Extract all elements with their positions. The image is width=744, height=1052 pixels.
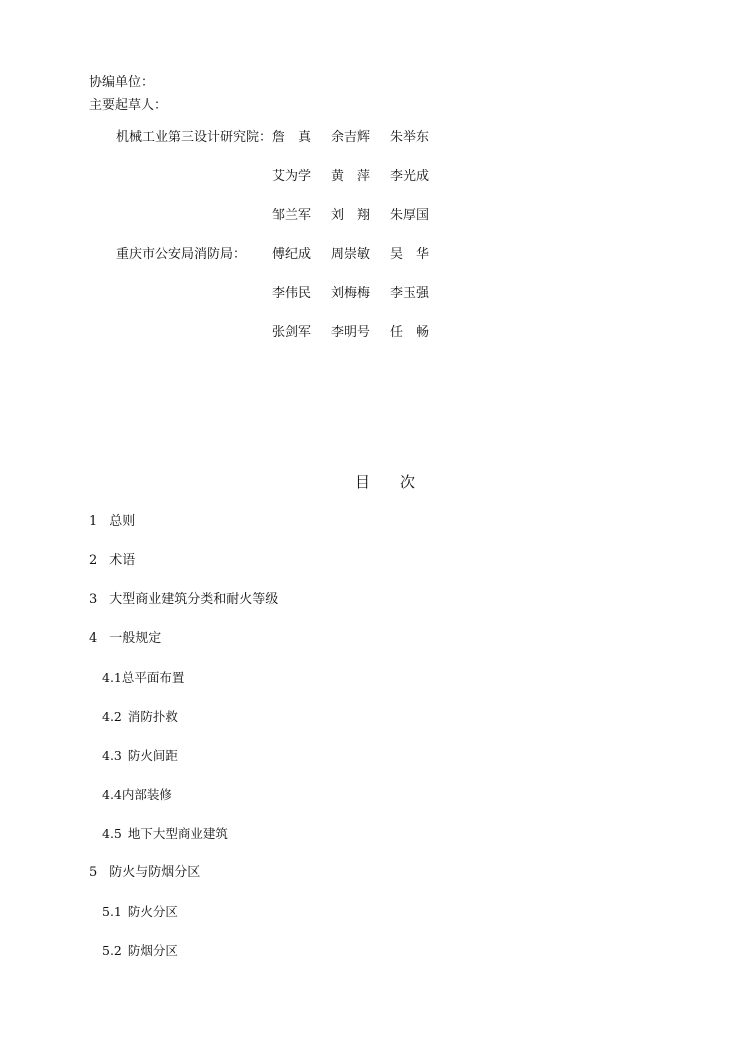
toc-entry-label: 防火与防烟分区 <box>109 865 201 880</box>
toc-entry-number: 5.2 <box>102 943 122 958</box>
drafter-name: 艾为学 <box>272 169 312 184</box>
toc-entry-number: 1 <box>89 514 98 529</box>
toc-entry[interactable] <box>89 592 278 608</box>
toc-entry[interactable] <box>89 514 135 530</box>
drafter-name: 傅纪成 <box>272 247 312 262</box>
drafter-name: 詹 真 <box>272 130 312 145</box>
toc-entry-label: 总则 <box>109 514 136 529</box>
toc-entry-number: 4.4 <box>102 787 122 802</box>
toc-entry-label: 消防扑救 <box>127 709 178 724</box>
toc-entry-label: 防火分区 <box>127 904 178 919</box>
toc-entry-label: 大型商业建筑分类和耐火等级 <box>109 592 279 607</box>
drafter-name: 张剑军 <box>272 325 312 340</box>
drafter-name: 刘 翔 <box>331 208 371 223</box>
toc-subentry[interactable] <box>102 787 172 803</box>
toc-subentry[interactable] <box>102 943 178 959</box>
co-units-label: 协编单位： <box>89 75 155 90</box>
drafter-name: 刘梅梅 <box>331 286 371 301</box>
drafter-name: 余吉辉 <box>331 130 371 145</box>
toc-subentry[interactable] <box>102 904 178 920</box>
toc-entry-number: 4.5 <box>102 826 122 841</box>
drafter-name: 任 畅 <box>390 325 430 340</box>
drafter-name: 周崇敏 <box>331 247 371 262</box>
toc-title: 目 次 <box>355 473 416 491</box>
drafter-name: 吴 华 <box>390 247 430 262</box>
drafter-name: 李玉强 <box>390 286 430 301</box>
drafters-label: 主要起草人： <box>89 98 168 113</box>
toc-entry-number: 2 <box>89 553 98 568</box>
toc-entry-number: 4 <box>89 631 98 646</box>
toc-subentry[interactable] <box>102 748 178 764</box>
toc-entry[interactable] <box>89 553 135 569</box>
toc-entry-number: 5 <box>89 865 98 880</box>
toc-entry-label: 地下大型商业建筑 <box>127 826 228 841</box>
toc-subentry[interactable] <box>102 826 228 842</box>
drafter-name: 朱厚国 <box>390 208 430 223</box>
toc-entry-label: 总平面布置 <box>121 670 185 685</box>
org-name: 重庆市公安局消防局： <box>116 247 247 262</box>
toc-entry-label: 防火间距 <box>127 748 178 763</box>
toc-subentry[interactable] <box>102 670 184 686</box>
toc-entry-number: 4.2 <box>102 709 122 724</box>
toc-entry-label: 术语 <box>109 553 136 568</box>
toc-entry-label: 防烟分区 <box>127 943 178 958</box>
toc-subentry[interactable] <box>102 709 178 725</box>
toc-entry-number: 5.1 <box>102 904 122 919</box>
drafter-name: 黄 萍 <box>331 169 371 184</box>
drafter-name: 朱举东 <box>390 130 430 145</box>
toc-entry-number: 3 <box>89 592 98 607</box>
drafter-name: 邹兰军 <box>272 208 312 223</box>
toc-entry-number: 4.3 <box>102 748 122 763</box>
toc-entry[interactable] <box>89 865 200 881</box>
toc-entry-number: 4.1 <box>102 670 122 685</box>
org-name: 机械工业第三设计研究院： <box>116 130 273 145</box>
toc-entry[interactable] <box>89 631 161 647</box>
toc-entry-label: 一般规定 <box>109 631 162 646</box>
drafter-name: 李伟民 <box>272 286 312 301</box>
drafter-name: 李光成 <box>390 169 430 184</box>
toc-entry-label: 内部装修 <box>121 787 172 802</box>
drafter-name: 李明号 <box>331 325 371 340</box>
